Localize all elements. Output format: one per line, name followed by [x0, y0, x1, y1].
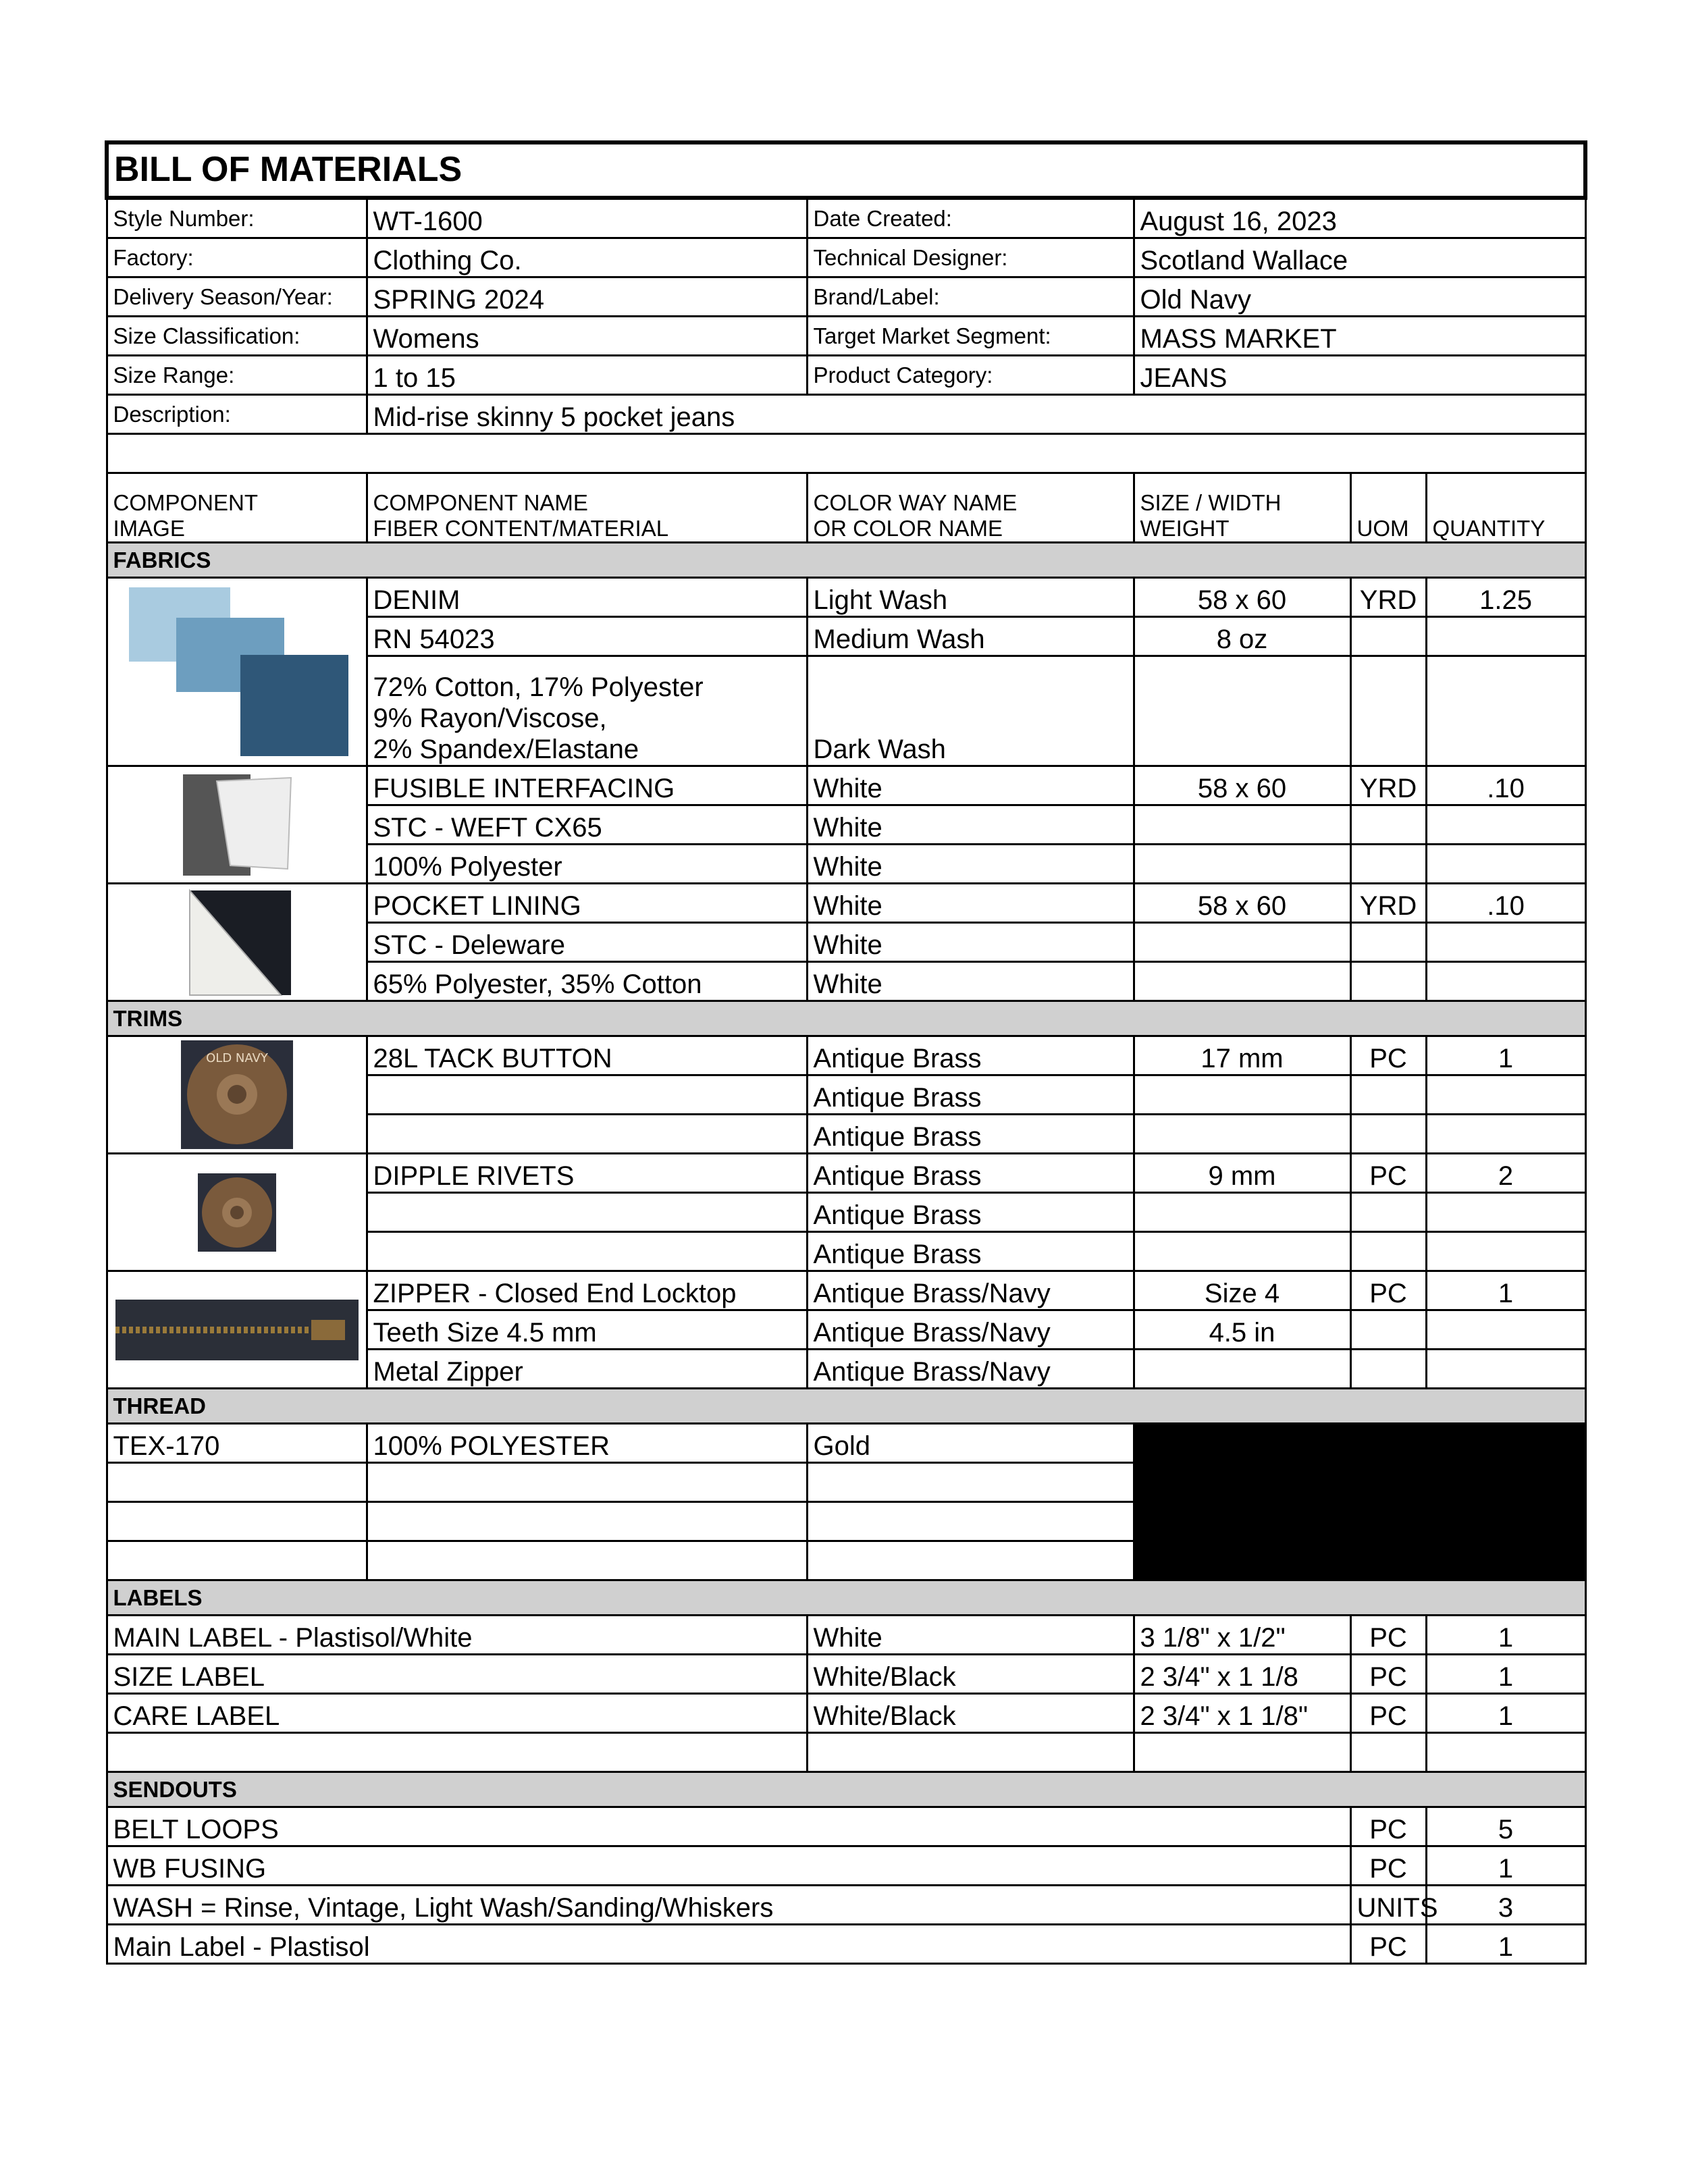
header-color: COLOR WAY NAME OR COLOR NAME — [807, 473, 1134, 543]
sendout-name: WASH = Rinse, Vintage, Light Wash/Sanding/Whiskers — [107, 1886, 1350, 1925]
label-uom: PC — [1350, 1616, 1426, 1655]
denim-weight: 8 oz — [1134, 617, 1350, 656]
size-range-value: 1 to 15 — [367, 356, 807, 395]
category-label: Product Category: — [807, 356, 1134, 395]
sendout-qty: 3 — [1426, 1886, 1585, 1925]
date-created-label: Date Created: — [807, 198, 1134, 238]
lining-color-1: White — [807, 884, 1134, 923]
interfacing-code: STC - WEFT CX65 — [367, 805, 807, 845]
lining-swatch-icon — [180, 885, 294, 1000]
interfacing-content: 100% Polyester — [367, 845, 807, 884]
sendout-qty: 5 — [1426, 1807, 1585, 1846]
sendout-uom: PC — [1350, 1925, 1426, 1964]
sendout-name: BELT LOOPS — [107, 1807, 1350, 1846]
label-size: 2 3/4" x 1 1/8" — [1134, 1694, 1350, 1733]
lining-color-3: White — [807, 962, 1134, 1001]
zipper-uom: PC — [1350, 1271, 1426, 1310]
zipper-teeth: Teeth Size 4.5 mm — [367, 1310, 807, 1350]
table-row — [107, 1655, 1585, 1694]
section-sendouts: SENDOUTS — [107, 1772, 1585, 1807]
denim-swatch-image — [107, 578, 367, 766]
table-row — [107, 1694, 1585, 1733]
delivery-value: SPRING 2024 — [367, 277, 807, 317]
category-value: JEANS — [1134, 356, 1585, 395]
svg-text:OLD NAVY: OLD NAVY — [205, 1051, 268, 1065]
denim-color-3: Dark Wash — [807, 656, 1134, 766]
thread-material: 100% POLYESTER — [367, 1424, 807, 1463]
label-name: SIZE LABEL — [107, 1655, 807, 1694]
interfacing-swatch-icon — [169, 768, 305, 882]
tech-designer-value: Scotland Wallace — [1134, 238, 1585, 277]
zipper-qty: 1 — [1426, 1271, 1585, 1310]
label-size: 2 3/4" x 1 1/8 — [1134, 1655, 1350, 1694]
target-value: MASS MARKET — [1134, 317, 1585, 356]
table-row — [107, 1807, 1585, 1846]
label-name: CARE LABEL — [107, 1694, 807, 1733]
button-color-3: Antique Brass — [807, 1115, 1134, 1154]
date-created-value: August 16, 2023 — [1134, 198, 1585, 238]
delivery-label: Delivery Season/Year: — [107, 277, 367, 317]
denim-size: 58 x 60 — [1134, 578, 1350, 617]
size-class-label: Size Classification: — [107, 317, 367, 356]
size-range-label: Size Range: — [107, 356, 367, 395]
lining-color-2: White — [807, 923, 1134, 962]
document-title: BILL OF MATERIALS — [107, 142, 1585, 198]
denim-color-2: Medium Wash — [807, 617, 1134, 656]
sendout-uom: UNITS — [1350, 1886, 1426, 1925]
zipper-color-2: Antique Brass/Navy — [807, 1310, 1134, 1350]
size-class-value: Womens — [367, 317, 807, 356]
tack-button-icon — [180, 1039, 294, 1150]
button-name: 28L TACK BUTTON — [367, 1036, 807, 1075]
rivets-color-3: Antique Brass — [807, 1232, 1134, 1271]
lining-name: POCKET LINING — [367, 884, 807, 923]
button-uom: PC — [1350, 1036, 1426, 1075]
zipper-material: Metal Zipper — [367, 1350, 807, 1389]
label-qty: 1 — [1426, 1655, 1585, 1694]
zipper-name: ZIPPER - Closed End Locktop — [367, 1271, 807, 1310]
label-qty: 1 — [1426, 1616, 1585, 1655]
label-size: 3 1/8" x 1/2" — [1134, 1616, 1350, 1655]
factory-value: Clothing Co. — [367, 238, 807, 277]
button-color-1: Antique Brass — [807, 1036, 1134, 1075]
lining-code: STC - Deleware — [367, 923, 807, 962]
bill-of-materials-table — [105, 140, 1587, 1965]
sendout-qty: 1 — [1426, 1846, 1585, 1886]
sendout-name: WB FUSING — [107, 1846, 1350, 1886]
zipper-image — [107, 1271, 367, 1389]
lining-size: 58 x 60 — [1134, 884, 1350, 923]
denim-name: DENIM — [367, 578, 807, 617]
header-size: SIZE / WIDTH WEIGHT — [1134, 473, 1350, 543]
description-value: Mid-rise skinny 5 pocket jeans — [367, 395, 1585, 434]
section-thread: THREAD — [107, 1389, 1585, 1424]
thread-blackout-block — [1134, 1424, 1585, 1580]
header-name: COMPONENT NAME FIBER CONTENT/MATERIAL — [367, 473, 807, 543]
interfacing-qty: .10 — [1426, 766, 1585, 805]
thread-color: Gold — [807, 1424, 1134, 1463]
interfacing-uom: YRD — [1350, 766, 1426, 805]
button-image — [107, 1036, 367, 1154]
style-number-label: Style Number: — [107, 198, 367, 238]
label-color: White/Black — [807, 1694, 1134, 1733]
button-color-2: Antique Brass — [807, 1075, 1134, 1115]
denim-rn: RN 54023 — [367, 617, 807, 656]
interfacing-color-3: White — [807, 845, 1134, 884]
label-uom: PC — [1350, 1694, 1426, 1733]
label-qty: 1 — [1426, 1694, 1585, 1733]
section-labels: LABELS — [107, 1580, 1585, 1616]
rivet-image — [107, 1154, 367, 1271]
spacer-row — [107, 434, 1585, 473]
brand-value: Old Navy — [1134, 277, 1585, 317]
interfacing-size: 58 x 60 — [1134, 766, 1350, 805]
lining-uom: YRD — [1350, 884, 1426, 923]
denim-color-1: Light Wash — [807, 578, 1134, 617]
zipper-length: 4.5 in — [1134, 1310, 1350, 1350]
interfacing-swatch-image — [107, 766, 367, 884]
section-trims: TRIMS — [107, 1001, 1585, 1036]
zipper-color-1: Antique Brass/Navy — [807, 1271, 1134, 1310]
label-color: White — [807, 1616, 1134, 1655]
section-fabrics: FABRICS — [107, 543, 1585, 578]
lining-qty: .10 — [1426, 884, 1585, 923]
factory-label: Factory: — [107, 238, 367, 277]
header-qty: QUANTITY — [1426, 473, 1585, 543]
label-color: White/Black — [807, 1655, 1134, 1694]
style-number-value: WT-1600 — [367, 198, 807, 238]
table-row — [107, 1886, 1585, 1925]
table-row — [107, 1616, 1585, 1655]
interfacing-name: FUSIBLE INTERFACING — [367, 766, 807, 805]
brand-label: Brand/Label: — [807, 277, 1134, 317]
sendout-qty: 1 — [1426, 1925, 1585, 1964]
label-uom: PC — [1350, 1655, 1426, 1694]
header-image: COMPONENT IMAGE — [107, 473, 367, 543]
zipper-icon — [115, 1300, 359, 1360]
denim-swatches-icon — [115, 581, 359, 763]
rivets-color-1: Antique Brass — [807, 1154, 1134, 1193]
sendout-name: Main Label - Plastisol — [107, 1925, 1350, 1964]
rivet-icon — [196, 1172, 278, 1253]
button-size: 17 mm — [1134, 1036, 1350, 1075]
zipper-color-3: Antique Brass/Navy — [807, 1350, 1134, 1389]
rivets-qty: 2 — [1426, 1154, 1585, 1193]
thread-code: TEX-170 — [107, 1424, 367, 1463]
tech-designer-label: Technical Designer: — [807, 238, 1134, 277]
label-name: MAIN LABEL - Plastisol/White — [107, 1616, 807, 1655]
interfacing-color-2: White — [807, 805, 1134, 845]
table-row — [107, 1925, 1585, 1964]
denim-uom: YRD — [1350, 578, 1426, 617]
table-row — [107, 1846, 1585, 1886]
lining-swatch-image — [107, 884, 367, 1001]
sendout-uom: PC — [1350, 1807, 1426, 1846]
rivets-name: DIPPLE RIVETS — [367, 1154, 807, 1193]
rivets-color-2: Antique Brass — [807, 1193, 1134, 1232]
sendout-uom: PC — [1350, 1846, 1426, 1886]
interfacing-color-1: White — [807, 766, 1134, 805]
denim-qty: 1.25 — [1426, 578, 1585, 617]
zipper-size: Size 4 — [1134, 1271, 1350, 1310]
description-label: Description: — [107, 395, 367, 434]
header-uom: UOM — [1350, 473, 1426, 543]
lining-content: 65% Polyester, 35% Cotton — [367, 962, 807, 1001]
rivets-size: 9 mm — [1134, 1154, 1350, 1193]
rivets-uom: PC — [1350, 1154, 1426, 1193]
denim-content: 72% Cotton, 17% Polyester 9% Rayon/Viscose, 2% Spandex/Elastane — [367, 656, 807, 766]
button-qty: 1 — [1426, 1036, 1585, 1075]
target-label: Target Market Segment: — [807, 317, 1134, 356]
